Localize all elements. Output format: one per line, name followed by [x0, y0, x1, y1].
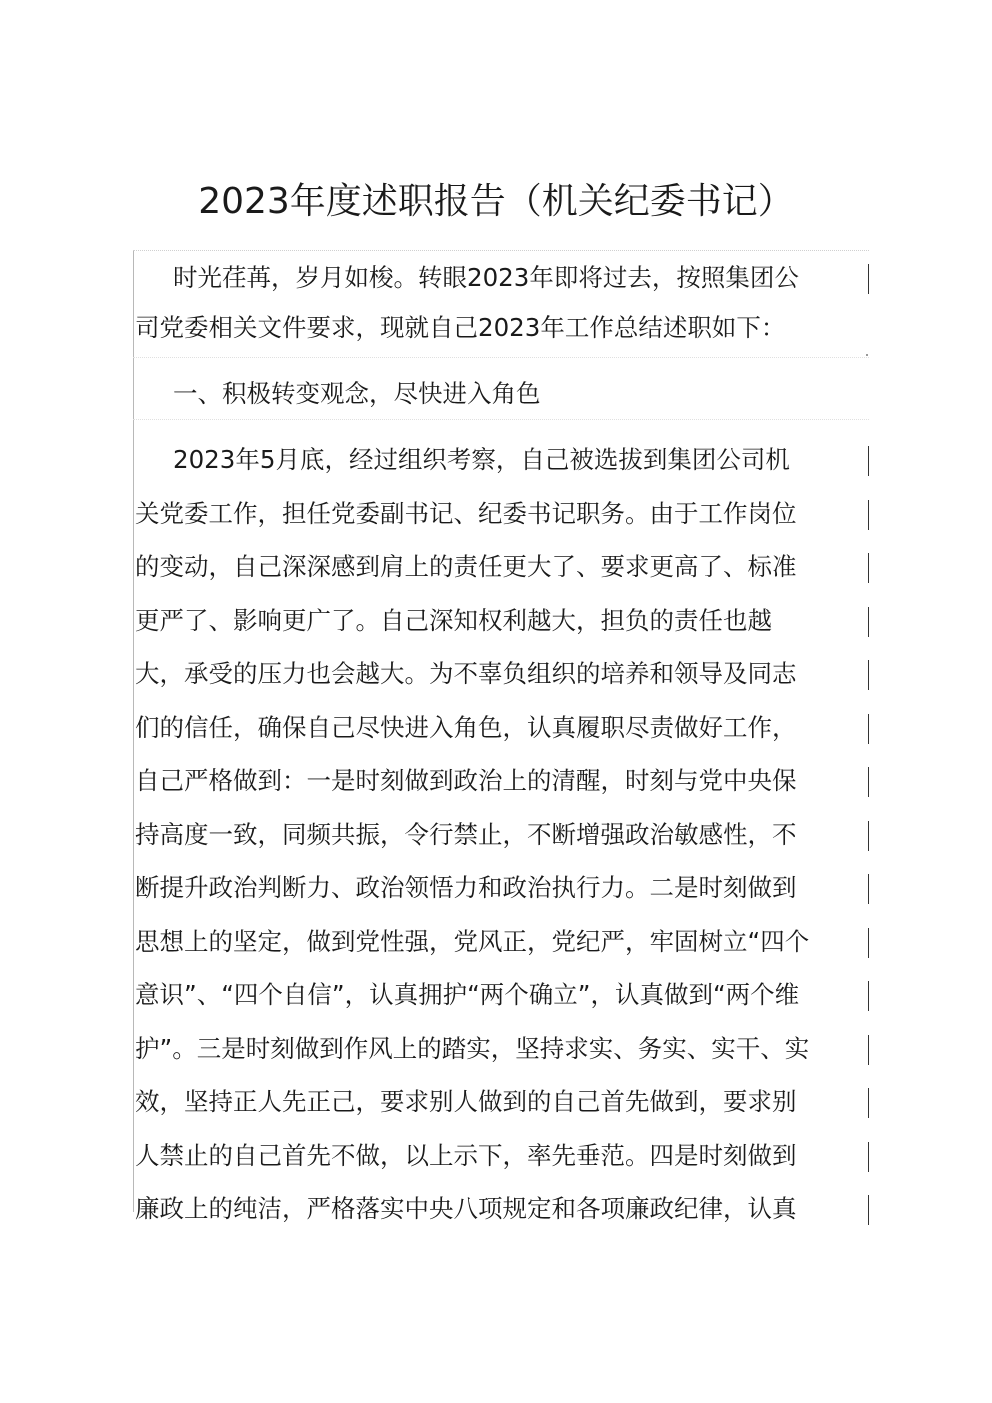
- margin-marker: [868, 446, 869, 476]
- margin-marker: [868, 1088, 869, 1118]
- body-line: 大，承受的压力也会越大。为不辜负组织的培养和领导及同志: [135, 659, 797, 688]
- margin-marker: [868, 874, 869, 904]
- margin-marker: [868, 1142, 869, 1172]
- frame-top-rule: [133, 250, 869, 251]
- margin-marker: [868, 660, 869, 690]
- margin-marker: [868, 500, 869, 530]
- margin-marker: [868, 607, 869, 637]
- body-line: 们的信任，确保自己尽快进入角色，认真履职尽责做好工作，: [135, 713, 797, 742]
- body-line: 人禁止的自己首先不做，以上示下，率先垂范。四是时刻做到: [135, 1141, 797, 1170]
- frame-rule-divider: [133, 419, 869, 420]
- frame-rule-divider: [133, 357, 869, 358]
- body-line: 思想上的坚定，做到党性强，党风正，党纪严，牢固树立“四个: [135, 927, 810, 956]
- body-line: 自己严格做到：一是时刻做到政治上的清醒，时刻与党中央保: [135, 766, 797, 795]
- body-line: 断提升政治判断力、政治领悟力和政治执行力。二是时刻做到: [135, 873, 797, 902]
- margin-marker: [868, 1035, 869, 1065]
- margin-marker: [868, 1195, 869, 1225]
- document-title: 2023年度述职报告（机关纪委书记）: [198, 181, 794, 222]
- body-line: 更严了、影响更广了。自己深知权利越大，担负的责任也越: [135, 606, 772, 635]
- margin-marker: [868, 714, 869, 744]
- body-line: 的变动，自己深深感到肩上的责任更大了、要求更高了、标准: [135, 552, 797, 581]
- margin-marker: [868, 553, 869, 583]
- body-line: 廉政上的纯洁，严格落实中央八项规定和各项廉政纪律，认真: [135, 1194, 797, 1223]
- intro-line-2: 司党委相关文件要求，现就自己2023年工作总结述职如下：: [135, 313, 786, 342]
- body-line: 持高度一致，同频共振，令行禁止，不断增强政治敏感性，不: [135, 820, 797, 849]
- margin-marker: [866, 354, 868, 356]
- margin-marker: [868, 928, 869, 958]
- margin-marker: [868, 821, 869, 851]
- body-line: 护”。三是时刻做到作风上的踏实，坚持求实、务实、实干、实: [135, 1034, 810, 1063]
- body-line: 2023年5月底，经过组织考察，自己被选拔到集团公司机: [173, 445, 790, 474]
- body-line: 关党委工作，担任党委副书记、纪委书记职务。由于工作岗位: [135, 499, 797, 528]
- intro-line-1: 时光荏苒，岁月如梭。转眼2023年即将过去，按照集团公: [173, 263, 799, 292]
- body-line: 效，坚持正人先正己，要求别人做到的自己首先做到，要求别: [135, 1087, 797, 1116]
- body-line: 意识”、“四个自信”，认真拥护“两个确立”，认真做到“两个维: [135, 980, 800, 1009]
- section-heading: 一、积极转变观念，尽快进入角色: [173, 379, 541, 408]
- margin-marker: [868, 264, 869, 294]
- margin-marker: [868, 767, 869, 797]
- margin-marker: [868, 981, 869, 1011]
